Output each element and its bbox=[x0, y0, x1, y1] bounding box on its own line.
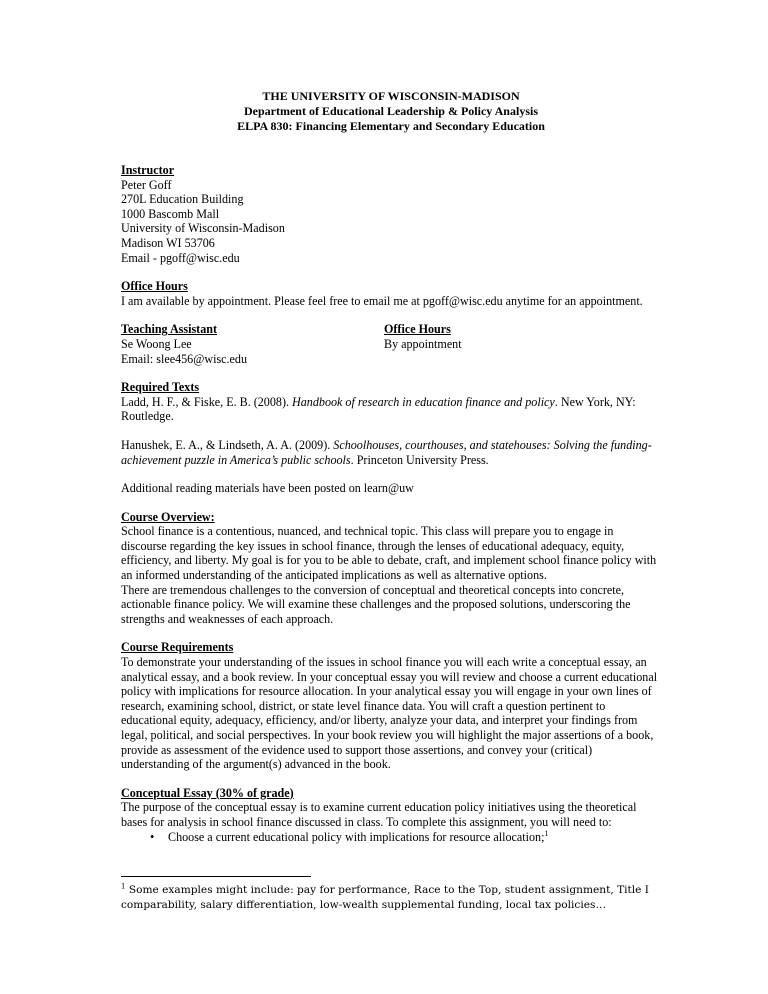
reference-1 bbox=[121, 395, 661, 424]
instructor-university: University of Wisconsin-Madison bbox=[121, 221, 285, 236]
document-content bbox=[121, 89, 661, 912]
ta-heading: Teaching Assistant bbox=[121, 322, 217, 337]
instructor-section bbox=[121, 163, 661, 265]
ref1-authors: Ladd, H. F., & Fiske, E. B. (2008). bbox=[121, 394, 293, 409]
document-header bbox=[121, 89, 661, 134]
ref1-publisher: . New York, NY: Routledge. bbox=[121, 394, 636, 424]
instructor-city: Madison WI 53706 bbox=[121, 235, 215, 250]
ta-name: Se Woong Lee bbox=[121, 336, 192, 351]
required-texts-heading: Required Texts bbox=[121, 380, 200, 395]
ta-email: Email: slee456@wisc.edu bbox=[121, 351, 247, 366]
ta-hours-column bbox=[384, 322, 661, 366]
overview-heading: Course Overview: bbox=[121, 509, 215, 524]
required-texts-section bbox=[121, 380, 661, 496]
ref2-title: Schoolhouses, courthouses, and statehouses: Solving the funding-achievement puzzle in America’s public schools bbox=[121, 437, 652, 467]
ta-hours: By appointment bbox=[384, 336, 462, 351]
footnote-text: Some examples might include: pay for performance, Race to the Top, student assignment, Title I comparability, salary differentiation, low-wealth supplemental funding, local tax policies… bbox=[121, 884, 649, 911]
course-title: ELPA 830: Financing Elementary and Secondary Education bbox=[237, 119, 545, 133]
instructor-street: 1000 Bascomb Mall bbox=[121, 206, 220, 221]
additional-materials: Additional reading materials have been posted on learn@uw bbox=[121, 481, 414, 496]
requirements-section bbox=[121, 640, 661, 771]
bullet-text bbox=[168, 830, 548, 845]
conceptual-essay-section bbox=[121, 786, 661, 844]
overview-paragraph-1: School finance is a contentious, nuanced, and technical topic. This class will prepare you to engage in discourse regarding the key issues in school finance, through the lenses of educational adequacy, equity, efficiency, and liberty. My goal is for you to be able to debate, craft, and implement school finance policy with an informed understanding of the anticipated implications as well as alternative options. bbox=[121, 524, 657, 583]
bullet-icon: • bbox=[150, 829, 155, 844]
overview-paragraph-2: There are tremendous challenges to the conversion of conceptual and theoretical concepts into concrete, actionable finance policy. We will examine these challenges and the proposed solutions, underscoring the strengths and weaknesses of each approach. bbox=[121, 582, 631, 626]
requirements-text: To demonstrate your understanding of the issues in school finance you will each write a conceptual essay, an analytical essay, and a book review. In your conceptual essay you will review and choose a current educational policy with implications for resource allocation. In your analytical essay you will engage in your own lines of research, examining school, district, or state level finance data. You will craft a question pertinent to educational equity, adequacy, efficiency, and/or liberty, analyze your data, and interpret your findings from legal, political, and social perspectives. In your book review you will highlight the major assertions of a book, provide as assessment of the evidence used to support those assertions, and convey your (critical) understanding of the argument(s) advanced in the book. bbox=[121, 655, 658, 772]
requirements-heading: Course Requirements bbox=[121, 640, 234, 655]
ta-section bbox=[121, 322, 661, 366]
reference-2 bbox=[121, 438, 661, 467]
conceptual-essay-text: The purpose of the conceptual essay is to examine current education policy initiatives using the theoretical bases for analysis in school finance discussed in class. To complete this assignment, you will need to: bbox=[121, 800, 637, 829]
conceptual-essay-heading: Conceptual Essay (30% of grade) bbox=[121, 785, 294, 800]
office-hours-heading: Office Hours bbox=[121, 279, 188, 294]
university-title: THE UNIVERSITY OF WISCONSIN-MADISON bbox=[262, 89, 520, 103]
ref2-publisher: . Princeton University Press. bbox=[350, 452, 489, 467]
instructor-name: Peter Goff bbox=[121, 177, 172, 192]
office-hours-section bbox=[121, 279, 661, 308]
footnote bbox=[121, 883, 661, 912]
bullet-item bbox=[150, 830, 661, 845]
ta-column bbox=[121, 322, 384, 366]
overview-section bbox=[121, 510, 661, 627]
bullet-label: Choose a current educational policy with implications for resource allocation; bbox=[168, 829, 545, 844]
footnote-number: 1 bbox=[121, 882, 126, 891]
office-hours-text: I am available by appointment. Please feel free to email me at pgoff@wisc.edu anytime for an appointment. bbox=[121, 293, 643, 308]
footnote-divider bbox=[121, 876, 311, 877]
instructor-email: Email - pgoff@wisc.edu bbox=[121, 250, 240, 265]
department-title: Department of Educational Leadership & Policy Analysis bbox=[243, 104, 538, 118]
instructor-heading: Instructor bbox=[121, 163, 175, 177]
instructor-office: 270L Education Building bbox=[121, 192, 244, 207]
ref1-title: Handbook of research in education finance and policy bbox=[292, 394, 555, 409]
footnote-reference: 1 bbox=[544, 828, 549, 838]
ta-hours-heading: Office Hours bbox=[384, 322, 451, 337]
ref2-authors: Hanushek, E. A., & Lindseth, A. A. (2009). bbox=[121, 437, 334, 452]
